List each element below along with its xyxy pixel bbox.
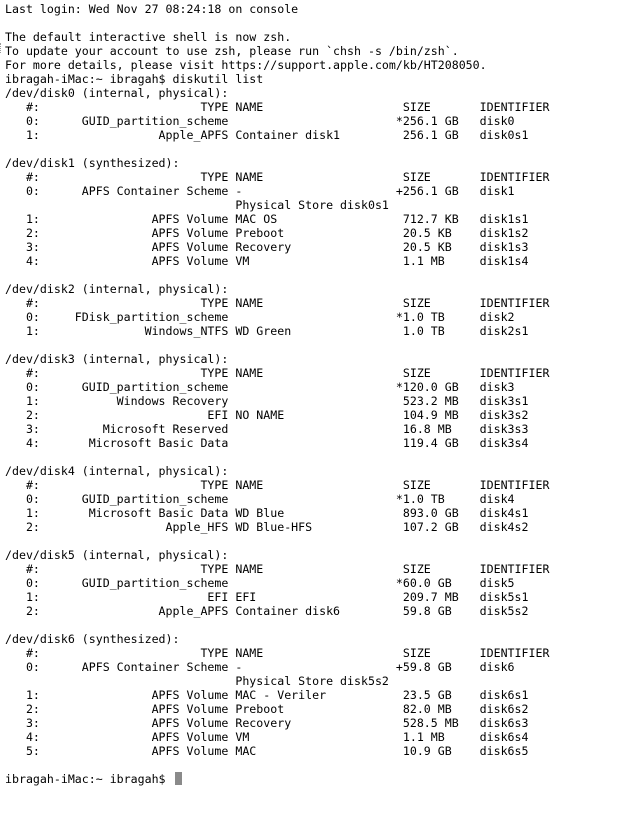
terminal-line: 1: Windows Recovery 523.2 MB disk3s1 — [5, 394, 529, 408]
terminal-line: #: TYPE NAME SIZE IDENTIFIER — [5, 562, 550, 576]
terminal-line: #: TYPE NAME SIZE IDENTIFIER — [5, 366, 550, 380]
line-marker — [0, 43, 2, 53]
terminal-line: Physical Store disk5s2 — [5, 674, 389, 688]
terminal-line: 3: Microsoft Reserved 16.8 MB disk3s3 — [5, 422, 529, 436]
terminal-line: 3: APFS Volume Recovery 528.5 MB disk6s3 — [5, 716, 529, 730]
terminal-line: #: TYPE NAME SIZE IDENTIFIER — [5, 170, 550, 184]
terminal-line: To update your account to use zsh, please run `chsh -s /bin/zsh`. — [5, 44, 459, 58]
terminal-line: 0: GUID_partition_scheme *256.1 GB disk0 — [5, 114, 515, 128]
terminal-line — [5, 450, 619, 464]
terminal-line: /dev/disk6 (synthesized): — [5, 632, 180, 646]
terminal-line: 3: APFS Volume Recovery 20.5 KB disk1s3 — [5, 240, 529, 254]
terminal-line: 1: Microsoft Basic Data WD Blue 893.0 GB disk4s1 — [5, 506, 529, 520]
terminal-line: 0: GUID_partition_scheme *120.0 GB disk3 — [5, 380, 515, 394]
terminal-line — [5, 758, 619, 772]
terminal-line: 2: Apple_APFS Container disk6 59.8 GB disk5s2 — [5, 604, 529, 618]
terminal-line: /dev/disk4 (internal, physical): — [5, 464, 229, 478]
terminal-line: 5: APFS Volume MAC 10.9 GB disk6s5 — [5, 744, 529, 758]
terminal-line: 0: APFS Container Scheme - +256.1 GB disk1 — [5, 184, 515, 198]
terminal-line — [5, 268, 619, 282]
terminal-line: /dev/disk2 (internal, physical): — [5, 282, 229, 296]
terminal-line — [5, 142, 619, 156]
prompt-line: ibragah-iMac:~ ibragah$ — [5, 772, 619, 786]
terminal-line: 4: APFS Volume VM 1.1 MB disk6s4 — [5, 730, 529, 744]
terminal-line: 1: Apple_APFS Container disk1 256.1 GB disk0s1 — [5, 128, 529, 142]
terminal-line: 0: GUID_partition_scheme *60.0 GB disk5 — [5, 576, 515, 590]
terminal-line: Last login: Wed Nov 27 08:24:18 on console — [5, 2, 299, 16]
terminal-line: Physical Store disk0s1 — [5, 198, 389, 212]
terminal-line: 4: APFS Volume VM 1.1 MB disk1s4 — [5, 254, 529, 268]
terminal-line: 2: APFS Volume Preboot 82.0 MB disk6s2 — [5, 702, 529, 716]
terminal-line: For more details, please visit https://support.apple.com/kb/HT208050. — [5, 58, 487, 72]
terminal-line: 1: EFI EFI 209.7 MB disk5s1 — [5, 590, 529, 604]
terminal-line: 2: Apple_HFS WD Blue-HFS 107.2 GB disk4s2 — [5, 520, 529, 534]
terminal-line — [5, 618, 619, 632]
terminal-line: 1: Windows_NTFS WD Green 1.0 TB disk2s1 — [5, 324, 529, 338]
terminal-line: #: TYPE NAME SIZE IDENTIFIER — [5, 296, 550, 310]
text-cursor — [175, 772, 182, 785]
terminal-line: #: TYPE NAME SIZE IDENTIFIER — [5, 646, 550, 660]
terminal-line: ibragah-iMac:~ ibragah$ diskutil list — [5, 72, 264, 86]
terminal-line: /dev/disk3 (internal, physical): — [5, 352, 229, 366]
terminal-line — [5, 16, 619, 30]
terminal-line: 1: APFS Volume MAC - Veriler 23.5 GB disk6s1 — [5, 688, 529, 702]
terminal-line: /dev/disk0 (internal, physical): — [5, 86, 229, 100]
terminal-line: The default interactive shell is now zsh. — [5, 30, 292, 44]
terminal-line: 4: Microsoft Basic Data 119.4 GB disk3s4 — [5, 436, 529, 450]
terminal-line: #: TYPE NAME SIZE IDENTIFIER — [5, 478, 550, 492]
terminal-line: 0: APFS Container Scheme - +59.8 GB disk6 — [5, 660, 515, 674]
terminal-line — [5, 338, 619, 352]
terminal-line: 2: APFS Volume Preboot 20.5 KB disk1s2 — [5, 226, 529, 240]
terminal-line: 0: FDisk_partition_scheme *1.0 TB disk2 — [5, 310, 515, 324]
terminal-line: /dev/disk1 (synthesized): — [5, 156, 180, 170]
terminal-line: /dev/disk5 (internal, physical): — [5, 548, 229, 562]
terminal-line — [5, 534, 619, 548]
terminal-line: 0: GUID_partition_scheme *1.0 TB disk4 — [5, 492, 515, 506]
terminal-line: 2: EFI NO NAME 104.9 MB disk3s2 — [5, 408, 529, 422]
terminal-output[interactable] — [5, 2, 619, 786]
terminal-line: 1: APFS Volume MAC OS 712.7 KB disk1s1 — [5, 212, 529, 226]
terminal-line: #: TYPE NAME SIZE IDENTIFIER — [5, 100, 550, 114]
